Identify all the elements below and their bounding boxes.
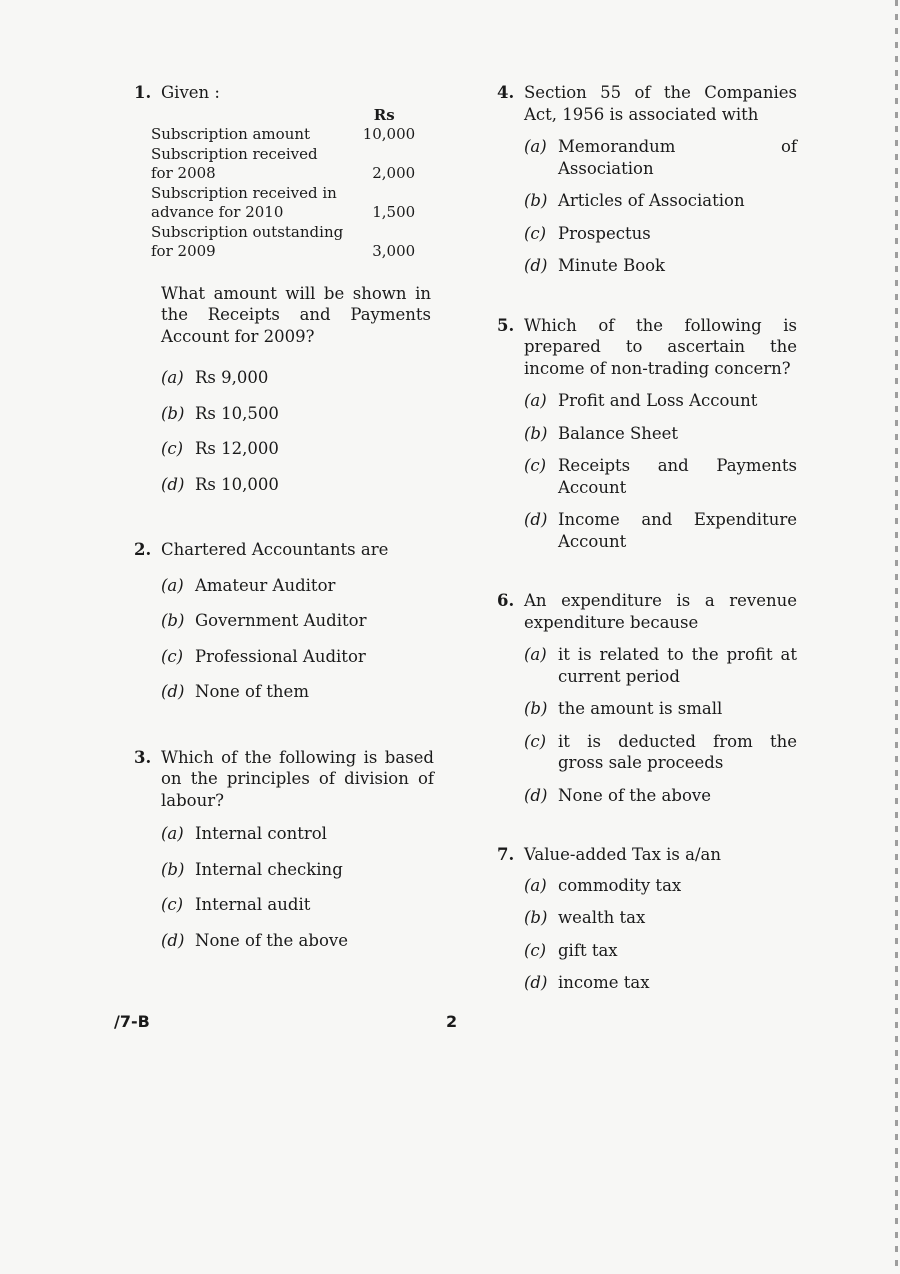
- row-label: Subscription received: [151, 144, 318, 163]
- option-text: income tax: [558, 973, 650, 992]
- option-text: Prospectus: [558, 223, 651, 243]
- option-d[interactable]: [524, 509, 797, 552]
- option-c[interactable]: [161, 438, 434, 460]
- row-amount: [343, 184, 415, 204]
- option-a[interactable]: [524, 644, 797, 687]
- option-label: (c): [524, 223, 547, 243]
- option-label: (b): [524, 423, 548, 443]
- option-text: the amount is small: [558, 699, 723, 718]
- option-text: Articles of Association: [558, 191, 745, 210]
- option-text: Rs 9,000: [195, 368, 269, 387]
- option-label: (d): [161, 682, 185, 701]
- option-text: Internal checking: [195, 859, 343, 879]
- option-b[interactable]: [524, 907, 797, 929]
- question-number: 2.: [134, 540, 152, 559]
- given-data-table: [151, 106, 415, 262]
- question-text: Value-added Tax is a/an: [524, 845, 721, 864]
- left-column: [134, 82, 434, 951]
- question-number: 4.: [497, 83, 515, 102]
- row-label: Subscription received in: [151, 183, 337, 202]
- option-a[interactable]: [524, 136, 797, 179]
- option-a[interactable]: [524, 390, 797, 412]
- option-label: (d): [524, 973, 548, 992]
- question-number: 6.: [497, 591, 515, 610]
- question-1: [134, 82, 434, 495]
- option-text: it is deducted from the gross sale proceeds: [558, 731, 797, 772]
- option-c[interactable]: [524, 731, 797, 774]
- question-text: Chartered Accountants are: [161, 540, 389, 559]
- option-label: (a): [161, 824, 184, 843]
- question-number: 5.: [497, 315, 515, 335]
- option-c[interactable]: [161, 894, 434, 916]
- question-5: [497, 315, 797, 553]
- row-amount: [343, 145, 415, 165]
- row-amount: 10,000: [362, 125, 416, 143]
- option-b[interactable]: [524, 698, 797, 720]
- question-number: 7.: [497, 845, 515, 864]
- question-text: Section 55 of the Companies Act, 1956 is associated with: [524, 83, 797, 124]
- option-label: (c): [161, 895, 184, 914]
- option-label: (d): [524, 256, 548, 275]
- option-text: Income and Expenditure Account: [558, 510, 797, 551]
- option-a[interactable]: [524, 875, 797, 897]
- option-a[interactable]: [161, 823, 434, 845]
- right-column: [497, 82, 797, 994]
- option-b[interactable]: [524, 423, 797, 445]
- table-row: [151, 203, 415, 223]
- option-label: (a): [524, 875, 547, 895]
- option-label: (a): [161, 575, 184, 595]
- option-text: Balance Sheet: [558, 423, 679, 443]
- option-b[interactable]: [161, 403, 434, 425]
- option-text: wealth tax: [558, 908, 646, 927]
- option-label: (a): [524, 391, 547, 410]
- option-text: None of the above: [558, 785, 711, 805]
- option-d[interactable]: [161, 681, 434, 703]
- option-label: (a): [161, 368, 184, 387]
- option-text: Internal audit: [195, 895, 311, 914]
- question-3: [134, 747, 434, 952]
- question-text: An expenditure is a revenue expenditure because: [524, 591, 797, 632]
- question-text: Which of the following is based on the principles of division of labour?: [161, 747, 434, 810]
- option-d[interactable]: [524, 972, 797, 994]
- option-text: Rs 12,000: [195, 439, 279, 458]
- option-b[interactable]: [524, 190, 797, 212]
- option-c[interactable]: [524, 223, 797, 245]
- question-6: [497, 590, 797, 806]
- option-a[interactable]: [161, 575, 434, 597]
- option-label: (b): [524, 699, 548, 718]
- option-label: (b): [161, 403, 185, 423]
- row-amount: 3,000: [372, 242, 416, 260]
- question-followup: What amount will be shown in the Receipts and Payments Account for 2009?: [161, 283, 431, 346]
- option-label: (c): [524, 940, 547, 960]
- table-row: [151, 125, 415, 145]
- option-label: (c): [524, 456, 547, 475]
- scan-edge-divider: [895, 0, 898, 1274]
- option-label: (b): [524, 191, 548, 210]
- option-label: (c): [161, 439, 184, 458]
- option-d[interactable]: [524, 785, 797, 807]
- row-amount: 2,000: [372, 164, 416, 182]
- option-text: gift tax: [558, 940, 618, 960]
- question-text: Which of the following is prepared to ascertain the income of non-trading concern?: [524, 315, 797, 378]
- question-2: [134, 539, 434, 703]
- option-c[interactable]: [161, 646, 434, 668]
- option-text: Receipts and Payments Account: [558, 456, 797, 497]
- question-number: 3.: [134, 747, 152, 767]
- row-label: advance for 2010: [151, 203, 284, 221]
- option-label: (d): [161, 474, 185, 494]
- question-7: [497, 844, 797, 994]
- option-b[interactable]: [161, 859, 434, 881]
- booklet-code: /7-B: [114, 1012, 150, 1031]
- option-text: Profit and Loss Account: [558, 391, 758, 410]
- option-text: Amateur Auditor: [195, 575, 336, 595]
- option-text: Rs 10,500: [195, 403, 279, 423]
- option-text: Rs 10,000: [195, 474, 279, 494]
- option-label: (d): [524, 785, 548, 805]
- question-number: 1.: [134, 83, 152, 102]
- row-amount: 1,500: [372, 203, 416, 221]
- table-row: [151, 242, 415, 262]
- option-text: it is related to the profit at current period: [558, 645, 797, 686]
- option-text: Minute Book: [558, 256, 666, 275]
- option-c[interactable]: [524, 455, 797, 498]
- option-d[interactable]: [161, 474, 434, 496]
- option-label: (a): [524, 137, 547, 156]
- option-label: (a): [524, 645, 547, 664]
- option-text: None of the above: [195, 930, 348, 950]
- currency-header: Rs: [373, 105, 395, 124]
- option-label: (b): [524, 908, 548, 927]
- option-label: (c): [161, 646, 184, 666]
- option-b[interactable]: [161, 610, 434, 632]
- option-label: (b): [161, 859, 185, 879]
- table-row: [151, 164, 415, 184]
- option-text: None of them: [195, 682, 309, 701]
- option-d[interactable]: [161, 930, 434, 952]
- table-row: [151, 184, 415, 204]
- option-label: (b): [161, 611, 185, 630]
- question-text: Given :: [161, 83, 220, 102]
- row-label: for 2009: [151, 242, 216, 260]
- row-label: for 2008: [151, 164, 216, 182]
- row-label: Subscription outstanding: [151, 222, 344, 241]
- option-label: (d): [161, 930, 185, 950]
- option-c[interactable]: [524, 940, 797, 962]
- option-label: (d): [524, 510, 548, 529]
- option-text: Memorandum of Association: [558, 137, 797, 178]
- option-label: (c): [524, 731, 547, 751]
- page-number: 2: [446, 1012, 458, 1031]
- table-row: [151, 145, 415, 165]
- option-text: Professional Auditor: [195, 646, 366, 666]
- option-text: Internal control: [195, 824, 327, 843]
- option-text: Government Auditor: [195, 611, 367, 630]
- question-4: [497, 82, 797, 277]
- row-amount: [343, 223, 415, 243]
- option-text: commodity tax: [558, 875, 682, 895]
- option-d[interactable]: [524, 255, 797, 277]
- table-row: [151, 223, 415, 243]
- option-a[interactable]: [161, 367, 434, 389]
- row-label: Subscription amount: [151, 125, 311, 143]
